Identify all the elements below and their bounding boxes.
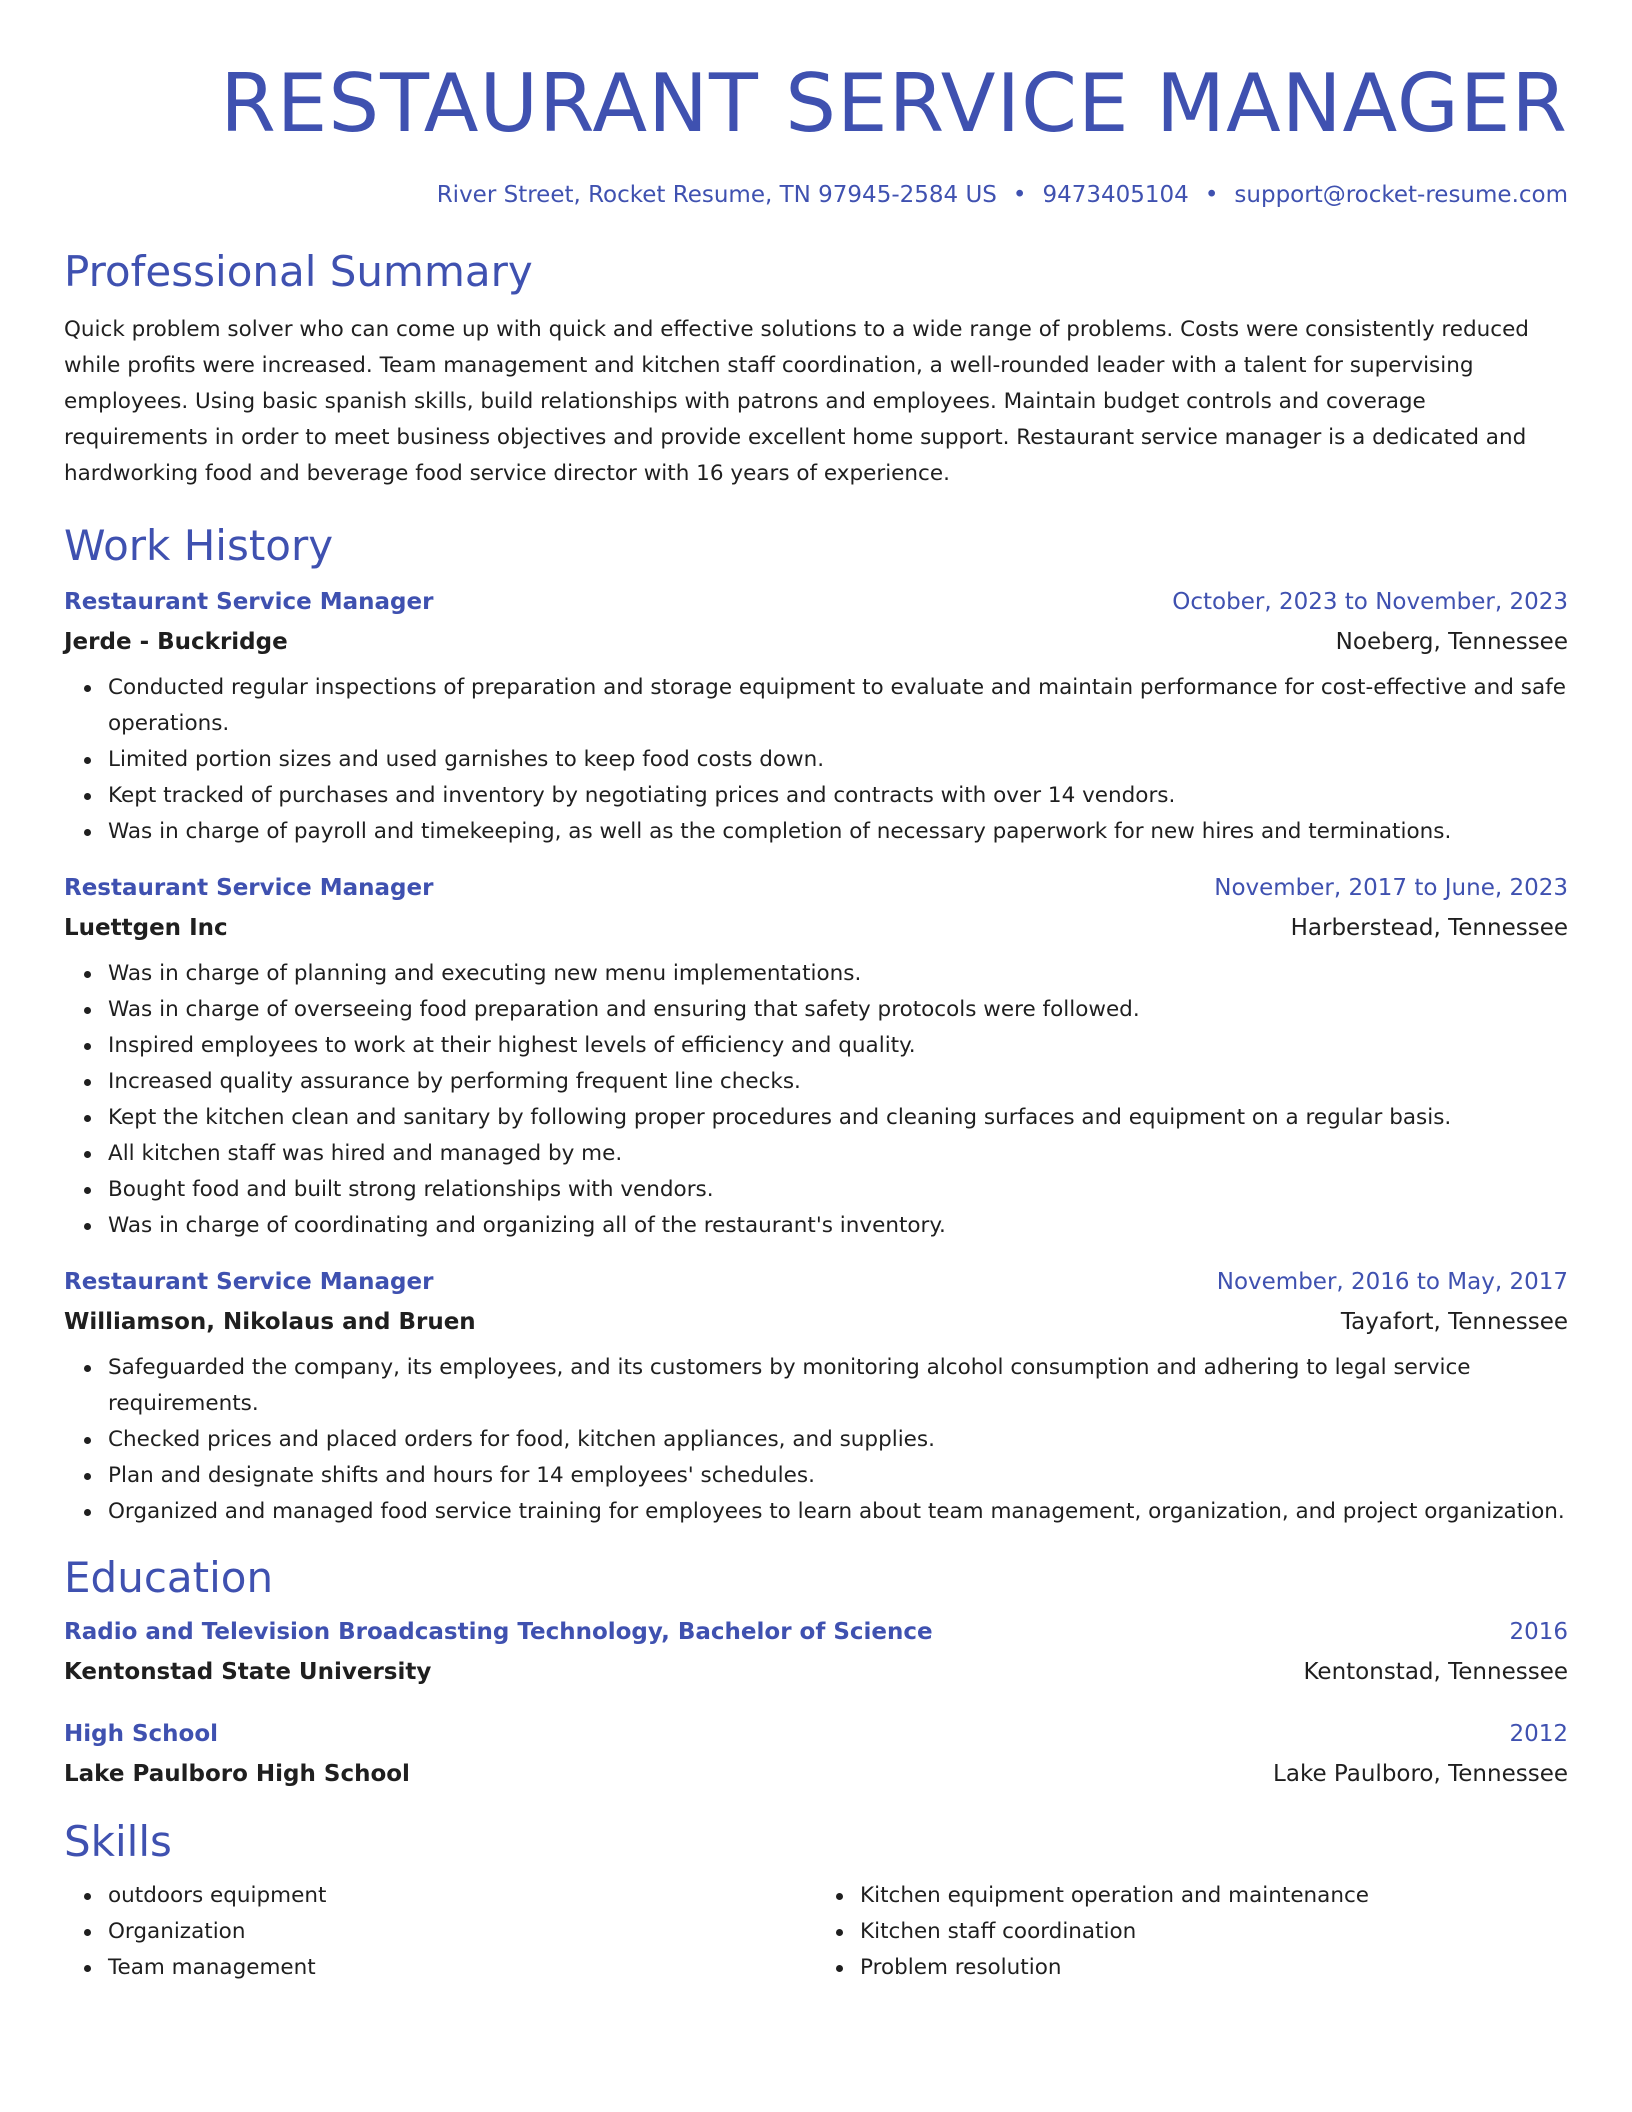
skill-item: Kitchen equipment operation and maintenance — [860, 1878, 1568, 1914]
candidate-title: RESTAURANT SERVICE MANAGER — [220, 57, 1568, 150]
job-bullet: Was in charge of planning and executing new menu implementations. — [108, 956, 1568, 992]
job-dates: November, 2016 to May, 2017 — [1216, 1269, 1568, 1295]
job-bullets — [64, 670, 1568, 850]
job-bullet: Was in charge of payroll and timekeeping, as well as the completion of necessary paperwork for new hires and terminations. — [108, 814, 1568, 850]
summary-heading: Professional Summary — [64, 247, 533, 296]
education-location: Lake Paulboro, Tennessee — [1273, 1761, 1568, 1787]
job-bullets — [64, 1350, 1568, 1530]
job-header-row — [64, 586, 1568, 618]
education-school: Kentonstad State University — [64, 1659, 432, 1685]
job-title: Restaurant Service Manager — [64, 589, 434, 615]
job-bullet: Organized and managed food service training for employees to learn about team management, organization, and project organization. — [108, 1494, 1568, 1530]
job-bullet: Was in charge of overseeing food preparation and ensuring that safety protocols were followed. — [108, 992, 1568, 1028]
education-degree: Radio and Television Broadcasting Technology, Bachelor of Science — [64, 1619, 933, 1645]
job-bullet: All kitchen staff was hired and managed by me. — [108, 1136, 1568, 1172]
education-header-row — [64, 1616, 1568, 1648]
education-year: 2012 — [1509, 1721, 1568, 1747]
education-entry — [64, 1718, 1568, 1790]
job-header-row — [64, 872, 1568, 904]
skills-heading: Skills — [64, 1817, 172, 1866]
job-bullet: Kept tracked of purchases and inventory by negotiating prices and contracts with over 14 vendors. — [108, 778, 1568, 814]
job-bullet: Inspired employees to work at their highest levels of efficiency and quality. — [108, 1028, 1568, 1064]
skill-item: Organization — [108, 1914, 816, 1950]
job-location: Harberstead, Tennessee — [1290, 915, 1568, 941]
job-company-row — [64, 904, 1568, 944]
contact-address: River Street, Rocket Resume, TN 97945-2584 US — [436, 182, 997, 208]
job-bullet: Conducted regular inspections of preparation and storage equipment to evaluate and maintain performance for cost-effective and safe operations. — [108, 670, 1568, 742]
job-bullets — [64, 956, 1568, 1244]
job-bullet: Was in charge of coordinating and organizing all of the restaurant's inventory. — [108, 1208, 1568, 1244]
skill-item: Kitchen staff coordination — [860, 1914, 1568, 1950]
education-school: Lake Paulboro High School — [64, 1761, 410, 1787]
job-entry — [64, 872, 1568, 1244]
job-title: Restaurant Service Manager — [64, 1269, 434, 1295]
skill-item: outdoors equipment — [108, 1878, 816, 1914]
skills-column-right — [816, 1878, 1568, 1986]
job-title: Restaurant Service Manager — [64, 875, 434, 901]
job-bullet: Kept the kitchen clean and sanitary by following proper procedures and cleaning surfaces and equipment on a regular basis. — [108, 1100, 1568, 1136]
education-header-row — [64, 1718, 1568, 1750]
job-bullet: Limited portion sizes and used garnishes to keep food costs down. — [108, 742, 1568, 778]
contact-separator: • — [1204, 182, 1219, 208]
education-heading: Education — [64, 1553, 274, 1602]
job-bullet: Increased quality assurance by performing frequent line checks. — [108, 1064, 1568, 1100]
job-bullet: Checked prices and placed orders for food, kitchen appliances, and supplies. — [108, 1422, 1568, 1458]
education-school-row — [64, 1750, 1568, 1790]
skills-column-left — [64, 1878, 816, 1986]
job-entry — [64, 586, 1568, 850]
skill-item: Team management — [108, 1950, 816, 1986]
skill-item: Problem resolution — [860, 1950, 1568, 1986]
contact-phone: 9473405104 — [1042, 182, 1189, 208]
job-bullet: Plan and designate shifts and hours for 14 employees' schedules. — [108, 1458, 1568, 1494]
job-company: Jerde - Buckridge — [64, 629, 288, 655]
contact-line — [64, 180, 1568, 210]
job-company-row — [64, 618, 1568, 658]
summary-text: Quick problem solver who can come up with quick and effective solutions to a wide range of problems. Costs were consistently reduced while profits were increased. Team management and kitchen staff coordination, a well-rounded leader with a talent for supervising employees. Using basic spanish skills, build relationships with patrons and employees. Maintain budget controls and coverage requirements in order to meet business objectives and provide excellent home support. Restaurant service manager is a dedicated and hardworking food and beverage food service director with 16 years of experience. — [64, 317, 1529, 486]
job-location: Tayafort, Tennessee — [1340, 1309, 1568, 1335]
job-entry — [64, 1266, 1568, 1530]
job-header-row — [64, 1266, 1568, 1298]
contact-separator: • — [1012, 182, 1027, 208]
job-location: Noeberg, Tennessee — [1335, 629, 1568, 655]
education-location: Kentonstad, Tennessee — [1303, 1659, 1568, 1685]
contact-email[interactable]: support@rocket-resume.com — [1234, 182, 1568, 208]
education-school-row — [64, 1648, 1568, 1688]
job-dates: November, 2017 to June, 2023 — [1214, 875, 1568, 901]
job-bullet: Safeguarded the company, its employees, and its customers by monitoring alcohol consumption and adhering to legal service requirements. — [108, 1350, 1568, 1422]
job-company-row — [64, 1298, 1568, 1338]
resume-page — [64, 0, 1568, 1986]
job-company: Luettgen Inc — [64, 915, 228, 941]
skills-grid — [64, 1878, 1568, 1986]
job-bullet: Bought food and built strong relationships with vendors. — [108, 1172, 1568, 1208]
education-degree: High School — [64, 1721, 219, 1747]
work-history-heading: Work History — [64, 521, 334, 570]
education-year: 2016 — [1509, 1619, 1568, 1645]
education-entry — [64, 1616, 1568, 1688]
job-company: Williamson, Nikolaus and Bruen — [64, 1309, 476, 1335]
job-dates: October, 2023 to November, 2023 — [1172, 589, 1568, 615]
